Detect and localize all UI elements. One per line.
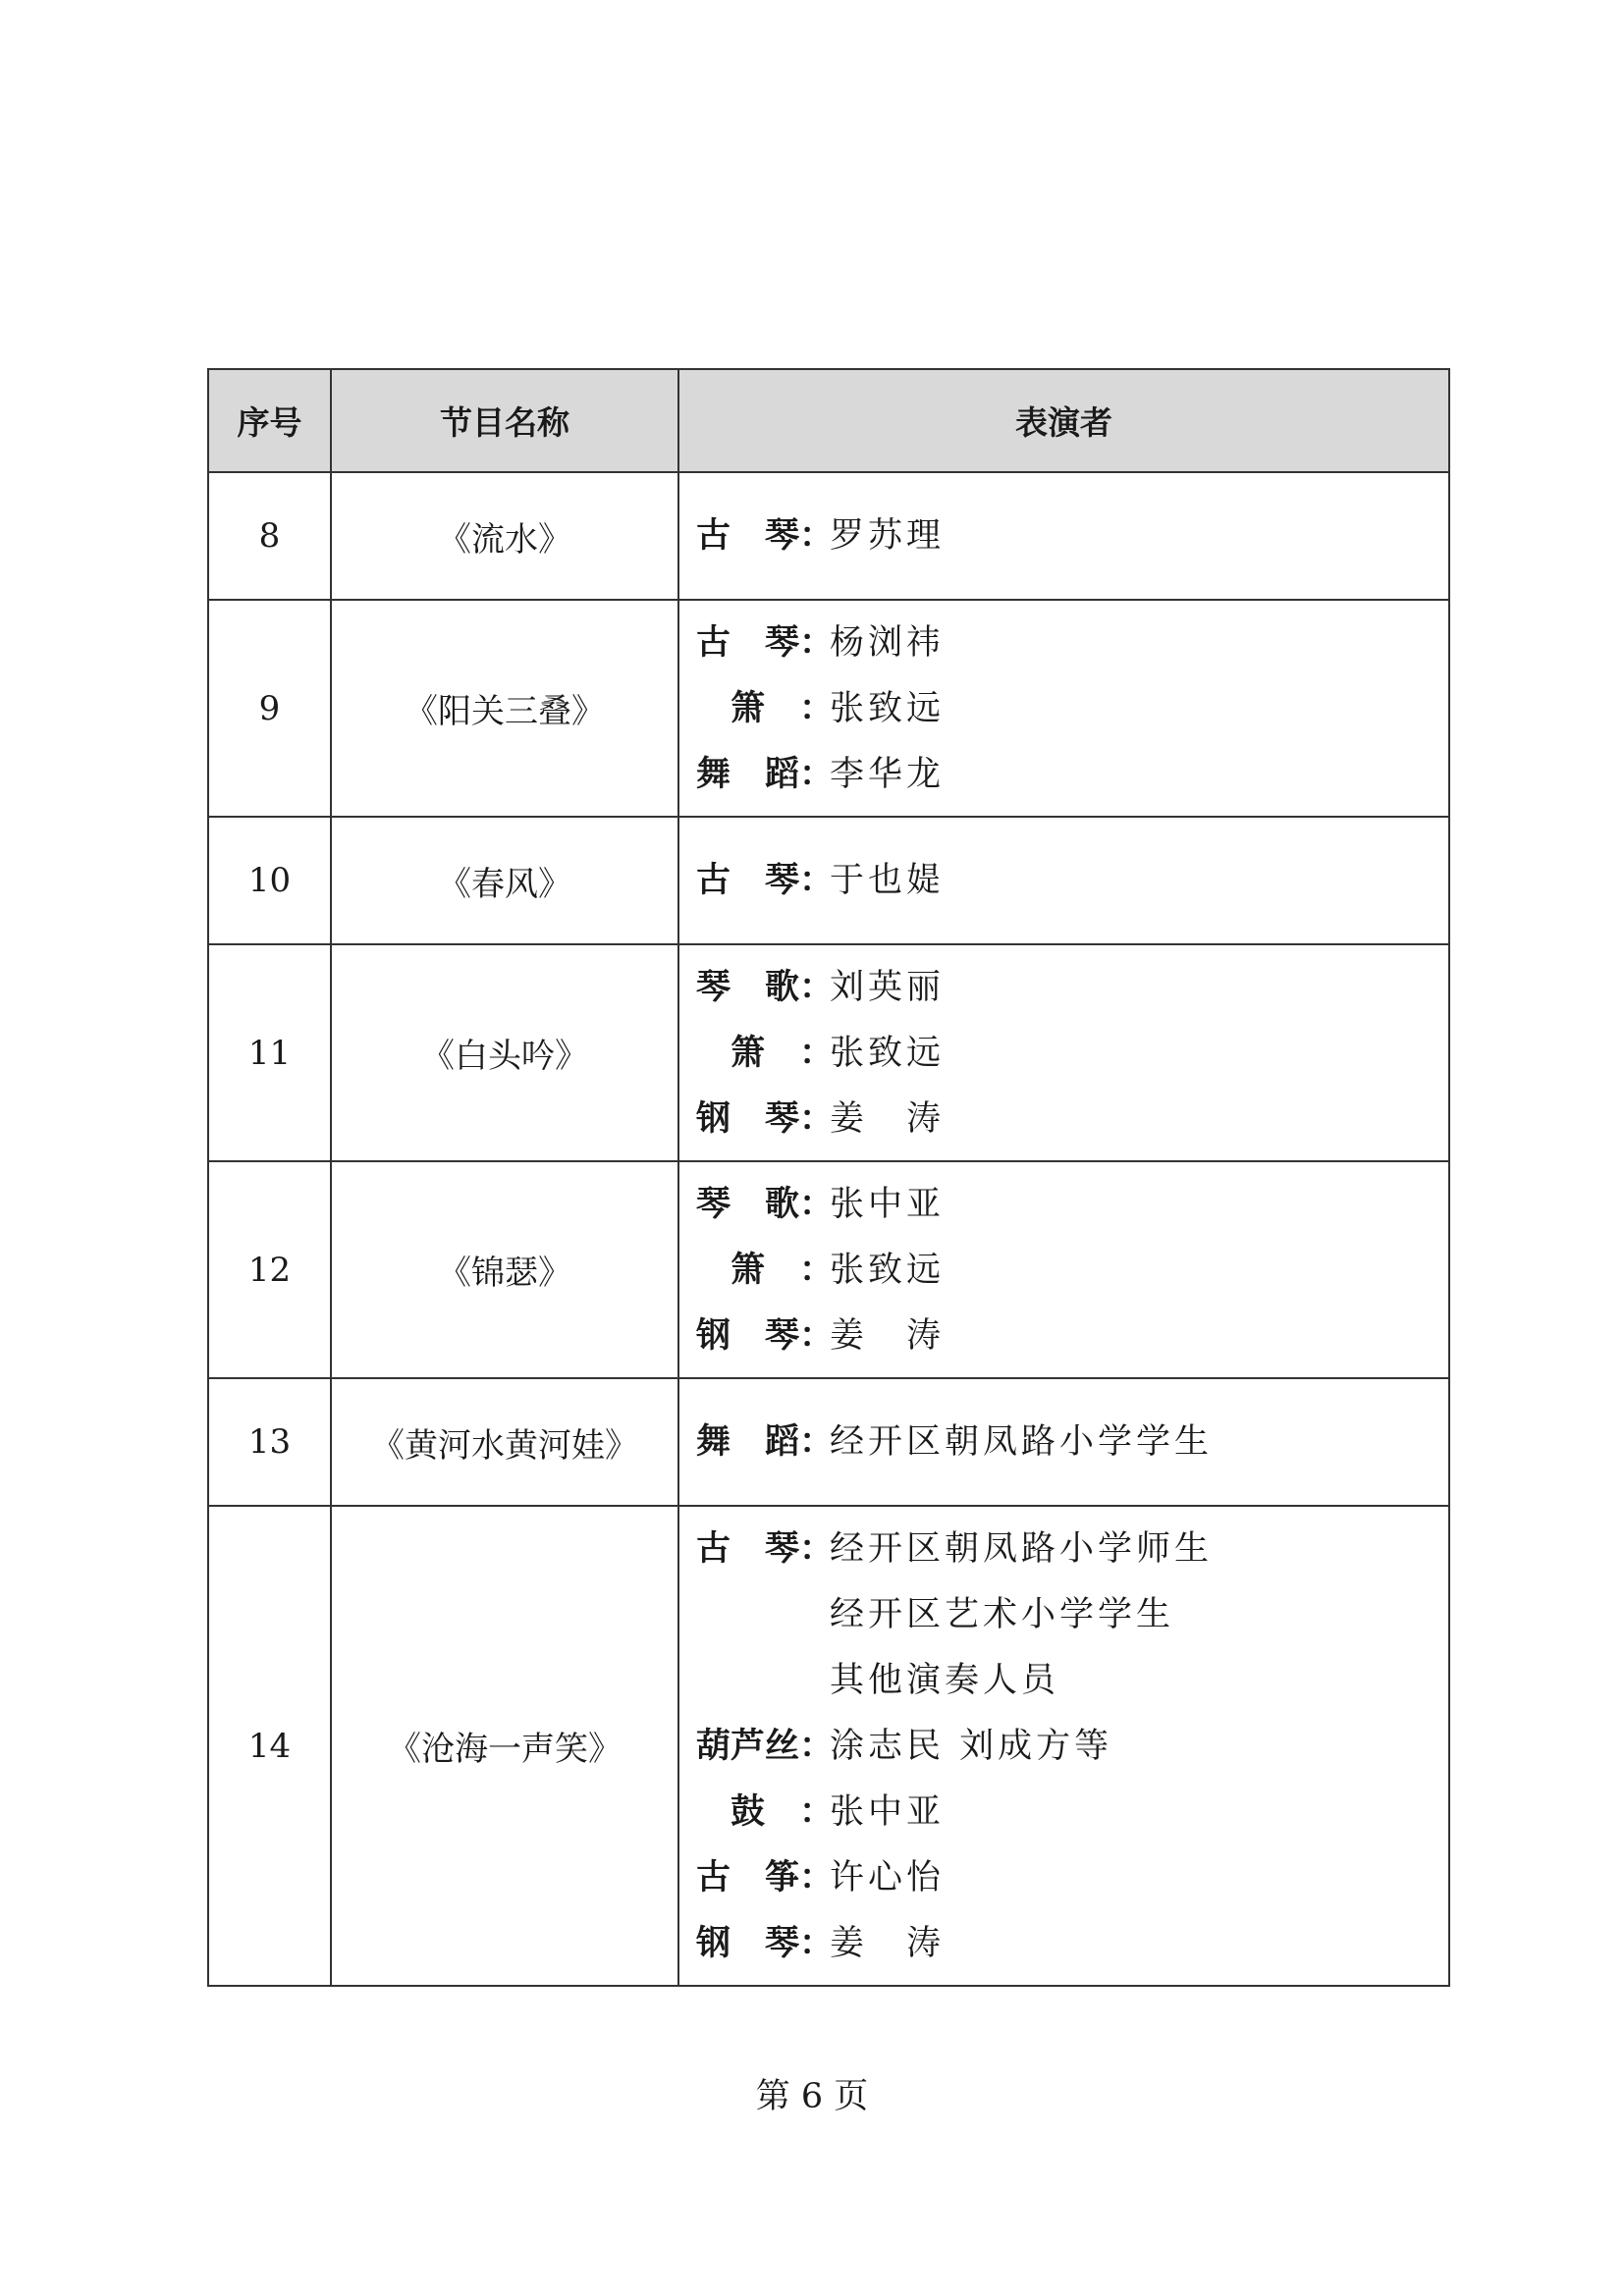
performer-line — [696, 1714, 1448, 1780]
performer-role: 箫 ： — [696, 1034, 835, 1073]
performer-names: 李华龙 — [830, 755, 946, 794]
performers-cell — [678, 1378, 1449, 1506]
performer-role: 古 琴： — [696, 516, 835, 556]
table-row — [208, 1506, 1449, 1986]
program-number: 13 — [208, 1378, 331, 1506]
performer-role: 钢 琴： — [696, 1099, 835, 1139]
performer-line — [696, 611, 1448, 676]
performer-line — [696, 1780, 1448, 1845]
performer-role: 箫 ： — [696, 689, 835, 728]
performer-names: 张致远 — [830, 1251, 946, 1290]
performer-line — [696, 473, 1448, 599]
performer-line — [696, 955, 1448, 1021]
performer-names: 张致远 — [830, 1034, 946, 1073]
performers-cell — [678, 1161, 1449, 1378]
program-title: 《沧海一声笑》 — [331, 1506, 678, 1986]
header-number: 序号 — [208, 369, 331, 472]
performer-role: 古 筝： — [696, 1858, 835, 1897]
performer-line — [696, 818, 1448, 943]
performer-names: 经开区朝凤路小学学生 — [830, 1422, 1214, 1462]
program-title: 《流水》 — [331, 472, 678, 600]
program-title: 《白头吟》 — [331, 944, 678, 1161]
performer-role: 钢 琴： — [696, 1924, 835, 1963]
table-row — [208, 472, 1449, 600]
performer-line — [696, 1172, 1448, 1238]
performer-names: 杨浏祎 — [830, 623, 946, 663]
performer-line — [696, 1304, 1448, 1369]
performer-line — [696, 1379, 1448, 1505]
performers-cell — [678, 472, 1449, 600]
performers-cell — [678, 944, 1449, 1161]
performer-role: 古 琴： — [696, 861, 835, 900]
performer-role: 葫芦丝： — [696, 1727, 835, 1766]
table-row — [208, 817, 1449, 944]
performer-names: 姜 涛 — [830, 1316, 946, 1356]
performer-role: 古 琴： — [696, 1529, 835, 1569]
performer-names: 罗苏理 — [830, 516, 946, 556]
program-number: 10 — [208, 817, 331, 944]
performer-names: 张中亚 — [830, 1185, 946, 1224]
program-title: 《黄河水黄河娃》 — [331, 1378, 678, 1506]
program-title: 《春风》 — [331, 817, 678, 944]
performer-role: 鼓 ： — [696, 1792, 835, 1832]
program-number: 11 — [208, 944, 331, 1161]
performers-cell — [678, 1506, 1449, 1986]
table-header-row — [208, 369, 1449, 472]
performer-names: 涂志民 刘成方等 — [830, 1727, 1113, 1766]
program-number: 14 — [208, 1506, 331, 1986]
performer-line — [696, 1517, 1448, 1582]
performer-names: 于也媞 — [830, 861, 946, 900]
table-body — [208, 472, 1449, 1986]
program-table — [207, 368, 1450, 1987]
performer-line — [696, 1582, 1448, 1648]
program-title: 《阳关三叠》 — [331, 600, 678, 817]
performer-line — [696, 1238, 1448, 1304]
header-performers: 表演者 — [678, 369, 1449, 472]
program-number: 9 — [208, 600, 331, 817]
performer-names: 刘英丽 — [830, 968, 946, 1007]
performer-names: 姜 涛 — [830, 1099, 946, 1139]
performer-line — [696, 1648, 1448, 1714]
program-number: 8 — [208, 472, 331, 600]
performer-role: 钢 琴： — [696, 1316, 835, 1356]
performer-line — [696, 1021, 1448, 1087]
table-row — [208, 944, 1449, 1161]
performer-line — [696, 742, 1448, 808]
header-program-title: 节目名称 — [331, 369, 678, 472]
program-number: 12 — [208, 1161, 331, 1378]
performer-role: 舞 蹈： — [696, 1422, 835, 1462]
table-row — [208, 1378, 1449, 1506]
performer-line — [696, 676, 1448, 742]
performer-names: 经开区艺术小学学生 — [830, 1595, 1175, 1634]
performer-names: 张致远 — [830, 689, 946, 728]
performer-role: 琴 歌： — [696, 968, 835, 1007]
performers-cell — [678, 817, 1449, 944]
performer-names: 许心怡 — [830, 1858, 946, 1897]
performer-line — [696, 1087, 1448, 1152]
performer-role: 古 琴： — [696, 623, 835, 663]
performer-line — [696, 1911, 1448, 1977]
performer-role: 琴 歌： — [696, 1185, 835, 1224]
page-number: 第 6 页 — [755, 2077, 869, 2116]
performer-line — [696, 1845, 1448, 1911]
performer-role: 箫 ： — [696, 1251, 835, 1290]
performers-cell — [678, 600, 1449, 817]
performer-names: 其他演奏人员 — [830, 1661, 1060, 1700]
performer-names: 姜 涛 — [830, 1924, 946, 1963]
performer-role: 舞 蹈： — [696, 755, 835, 794]
program-title: 《锦瑟》 — [331, 1161, 678, 1378]
performer-names: 经开区朝凤路小学师生 — [830, 1529, 1214, 1569]
performer-names: 张中亚 — [830, 1792, 946, 1832]
table-row — [208, 600, 1449, 817]
table-row — [208, 1161, 1449, 1378]
